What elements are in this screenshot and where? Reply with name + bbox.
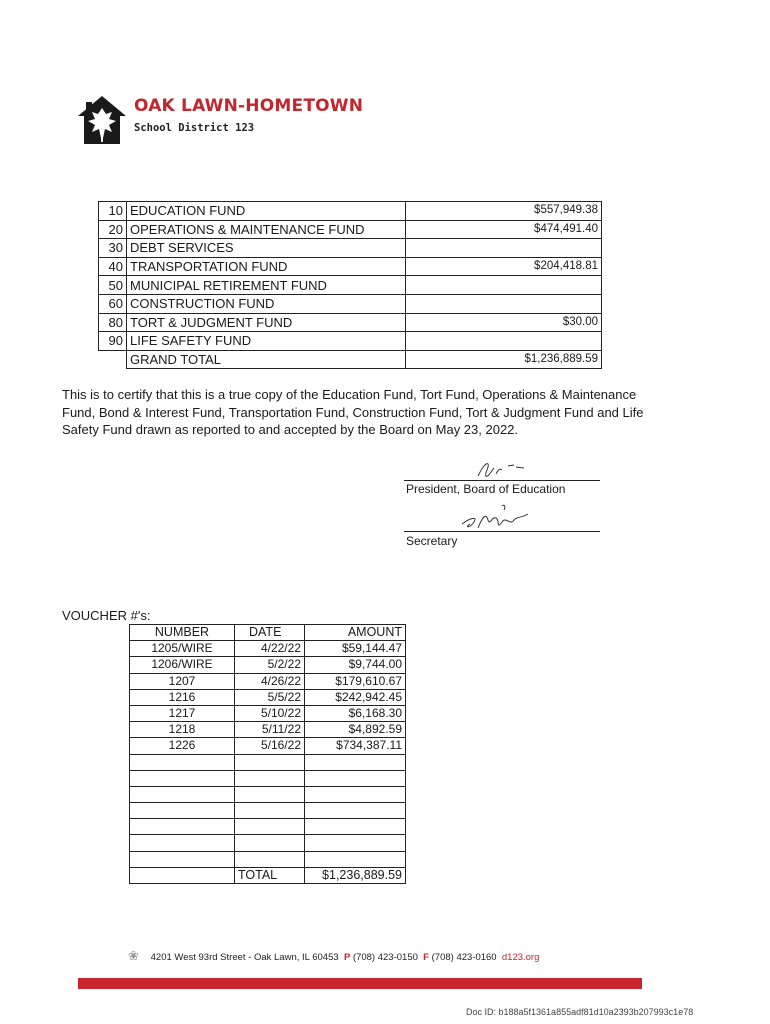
voucher-empty-cell xyxy=(130,835,235,851)
voucher-empty-row xyxy=(130,754,406,770)
president-signature-line xyxy=(404,480,600,481)
voucher-amount: $4,892.59 xyxy=(305,722,406,738)
voucher-total-amount: $1,236,889.59 xyxy=(305,867,406,883)
secretary-label: Secretary xyxy=(406,534,458,548)
fund-row xyxy=(99,332,602,351)
voucher-row xyxy=(130,657,406,673)
fund-amount: $30.00 xyxy=(406,313,602,332)
fund-amount: $474,491.40 xyxy=(406,220,602,239)
fund-name: CONSTRUCTION FUND xyxy=(127,294,402,313)
voucher-empty-cell xyxy=(235,803,305,819)
fund-code: 80 xyxy=(99,313,127,332)
voucher-date: 5/16/22 xyxy=(235,738,305,754)
voucher-empty-row xyxy=(130,819,406,835)
voucher-amount: $179,610.67 xyxy=(305,673,406,689)
voucher-empty-cell xyxy=(305,786,406,802)
voucher-empty-cell xyxy=(305,754,406,770)
fund-name: TORT & JUDGMENT FUND xyxy=(127,313,402,332)
voucher-label: VOUCHER #'s: xyxy=(62,608,151,623)
voucher-row xyxy=(130,673,406,689)
voucher-date: 5/10/22 xyxy=(235,705,305,721)
voucher-empty-cell xyxy=(235,851,305,867)
fund-row xyxy=(99,239,602,258)
fund-total-code xyxy=(99,350,127,369)
footer-fax: (708) 423-0160 xyxy=(431,952,497,963)
voucher-table xyxy=(129,624,406,884)
voucher-empty-cell xyxy=(305,770,406,786)
voucher-header-row xyxy=(130,625,406,641)
voucher-empty-cell xyxy=(130,851,235,867)
voucher-empty-cell xyxy=(130,770,235,786)
voucher-row xyxy=(130,705,406,721)
voucher-row xyxy=(130,738,406,754)
fund-row xyxy=(99,294,602,313)
voucher-empty-cell xyxy=(235,835,305,851)
voucher-number: 1217 xyxy=(130,705,235,721)
voucher-date-header: DATE xyxy=(235,625,305,641)
grand-total-label: GRAND TOTAL xyxy=(127,350,402,369)
secretary-signature xyxy=(460,502,532,538)
voucher-amount: $9,744.00 xyxy=(305,657,406,673)
voucher-empty-row xyxy=(130,803,406,819)
fund-code: 90 xyxy=(99,332,127,351)
fund-row xyxy=(99,276,602,295)
footer-address: 4201 West 93rd Street - Oak Lawn, IL 60453 xyxy=(150,952,339,963)
voucher-date: 5/5/22 xyxy=(235,689,305,705)
president-label: President, Board of Education xyxy=(406,482,566,496)
fund-code: 40 xyxy=(99,257,127,276)
voucher-row xyxy=(130,641,406,657)
voucher-date: 4/26/22 xyxy=(235,673,305,689)
voucher-empty-cell xyxy=(235,819,305,835)
footer-website-link[interactable]: d123.org xyxy=(501,952,540,963)
fund-name: MUNICIPAL RETIREMENT FUND xyxy=(127,276,402,295)
voucher-row xyxy=(130,722,406,738)
voucher-empty-cell xyxy=(235,770,305,786)
voucher-amount: $6,168.30 xyxy=(305,705,406,721)
footer-phone-prefix: P xyxy=(343,952,351,963)
fund-code: 10 xyxy=(99,202,127,221)
voucher-date: 5/11/22 xyxy=(235,722,305,738)
voucher-empty-cell xyxy=(305,835,406,851)
voucher-empty-cell xyxy=(305,803,406,819)
fund-amount xyxy=(406,294,602,313)
footer-contact xyxy=(128,948,539,964)
voucher-row xyxy=(130,689,406,705)
voucher-empty-cell xyxy=(130,819,235,835)
voucher-empty-cell xyxy=(130,754,235,770)
fund-amount: $557,949.38 xyxy=(406,202,602,221)
voucher-empty-row xyxy=(130,835,406,851)
district-subtitle: School District 123 xyxy=(134,122,255,134)
fund-name: EDUCATION FUND xyxy=(127,202,402,221)
fund-name: LIFE SAFETY FUND xyxy=(127,332,402,351)
fund-row xyxy=(99,313,602,332)
voucher-number: 1216 xyxy=(130,689,235,705)
fund-name: DEBT SERVICES xyxy=(127,239,402,258)
certification-text: This is to certify that this is a true copy of the Education Fund, Tort Fund, Operations & Maintenance Fund, Bond & Interest Fund, Transportation Fund, Construction Fund, Tort & Judgment Fund and Life Safety Fund drawn as reported to and accepted by the Board on May 23, 2022. xyxy=(62,387,644,437)
voucher-empty-row xyxy=(130,851,406,867)
voucher-empty-cell xyxy=(305,851,406,867)
grand-total-amount: $1,236,889.59 xyxy=(406,350,602,369)
voucher-empty-cell xyxy=(305,819,406,835)
voucher-amount: $734,387.11 xyxy=(305,738,406,754)
voucher-total-row xyxy=(130,867,406,883)
fund-row xyxy=(99,220,602,239)
voucher-date: 5/2/22 xyxy=(235,657,305,673)
voucher-empty-row xyxy=(130,770,406,786)
leaf-icon: ❀ xyxy=(128,948,139,963)
voucher-empty-row xyxy=(130,786,406,802)
voucher-number: 1205/WIRE xyxy=(130,641,235,657)
fund-amount xyxy=(406,276,602,295)
fund-code: 50 xyxy=(99,276,127,295)
voucher-number: 1218 xyxy=(130,722,235,738)
voucher-amount-header: AMOUNT xyxy=(305,625,406,641)
fund-code: 20 xyxy=(99,220,127,239)
fund-name: OPERATIONS & MAINTENANCE FUND xyxy=(127,220,402,239)
footer-red-bar xyxy=(78,978,642,989)
document-id: Doc ID: b188a5f1361a855adf81d10a2393b207993c1e78 xyxy=(466,1007,694,1017)
fund-row xyxy=(99,202,602,221)
fund-code: 30 xyxy=(99,239,127,258)
fund-row xyxy=(99,257,602,276)
district-name: OAK LAWN-HOMETOWN xyxy=(134,96,364,116)
fund-amount: $204,418.81 xyxy=(406,257,602,276)
president-signature xyxy=(470,456,530,482)
voucher-total-label: TOTAL xyxy=(235,867,305,883)
voucher-date: 4/22/22 xyxy=(235,641,305,657)
footer-fax-prefix: F xyxy=(423,952,429,963)
voucher-empty-cell xyxy=(130,803,235,819)
voucher-amount: $242,942.45 xyxy=(305,689,406,705)
fund-code: 60 xyxy=(99,294,127,313)
fund-name: TRANSPORTATION FUND xyxy=(127,257,402,276)
voucher-empty-cell xyxy=(130,867,235,883)
voucher-amount: $59,144.47 xyxy=(305,641,406,657)
voucher-number: 1207 xyxy=(130,673,235,689)
footer-phone: (708) 423-0150 xyxy=(352,952,418,963)
voucher-empty-cell xyxy=(130,786,235,802)
fund-table xyxy=(98,201,602,369)
fund-amount xyxy=(406,332,602,351)
fund-total-row xyxy=(99,350,602,369)
voucher-empty-cell xyxy=(235,786,305,802)
voucher-number-header: NUMBER xyxy=(130,625,235,641)
secretary-signature-line xyxy=(404,531,600,532)
fund-amount xyxy=(406,239,602,258)
voucher-number: 1206/WIRE xyxy=(130,657,235,673)
voucher-empty-cell xyxy=(235,754,305,770)
district-logo xyxy=(76,94,364,146)
house-leaf-icon xyxy=(76,94,128,146)
voucher-number: 1226 xyxy=(130,738,235,754)
